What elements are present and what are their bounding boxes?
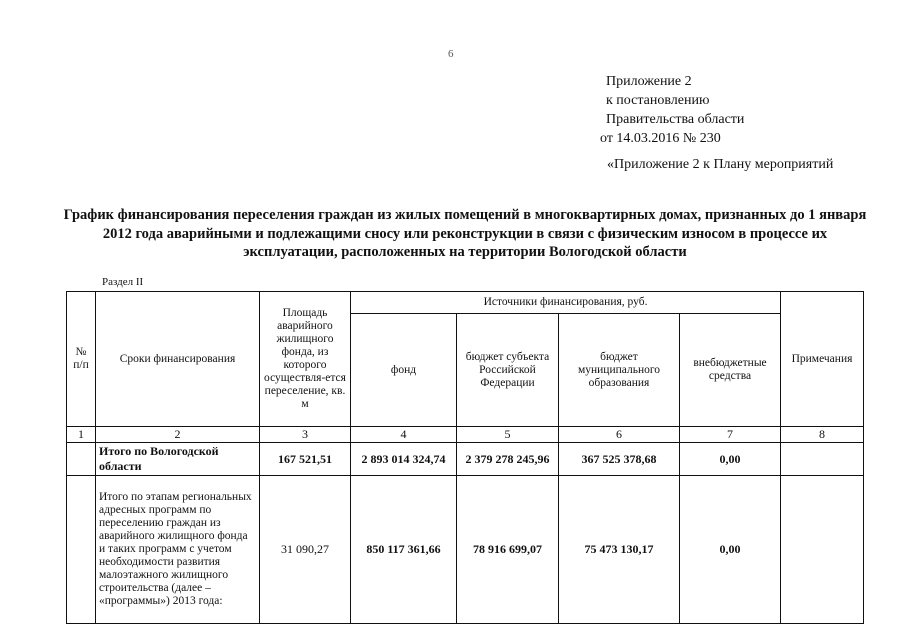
column-number: 6 <box>559 427 680 443</box>
financing-table <box>66 291 864 624</box>
header-notes: Примечания <box>781 292 864 427</box>
plan-reference: «Приложение 2 к Плану мероприятий <box>607 157 834 172</box>
column-number: 3 <box>260 427 351 443</box>
column-number: 1 <box>67 427 96 443</box>
column-number: 4 <box>351 427 457 443</box>
header-num: № п/п <box>67 292 96 427</box>
column-number: 8 <box>781 427 864 443</box>
row-num <box>67 443 96 476</box>
column-number-row <box>67 427 864 443</box>
appendix-line: Правительства области <box>606 112 745 127</box>
row-area: 167 521,51 <box>260 443 351 476</box>
row-area: 31 090,27 <box>260 476 351 624</box>
row-period: Итого по Вологодской области <box>96 443 260 476</box>
header-period: Сроки финансирования <box>96 292 260 427</box>
row-num <box>67 476 96 624</box>
row-offbudget: 0,00 <box>680 476 781 624</box>
header-fund: фонд <box>351 314 457 427</box>
row-offbudget: 0,00 <box>680 443 781 476</box>
header-offbudget: внебюджетные средства <box>680 314 781 427</box>
row-notes <box>781 443 864 476</box>
row-notes <box>781 476 864 624</box>
row-municipal: 75 473 130,17 <box>559 476 680 624</box>
section-label: Раздел II <box>102 276 144 288</box>
table-row <box>67 443 864 476</box>
row-municipal: 367 525 378,68 <box>559 443 680 476</box>
page-number: 6 <box>448 48 454 60</box>
appendix-block <box>600 72 744 148</box>
header-municipal-budget: бюджет муниципального образования <box>559 314 680 427</box>
appendix-line: от 14.03.2016 № 230 <box>600 131 721 146</box>
row-fund: 850 117 361,66 <box>351 476 457 624</box>
row-period: Итого по этапам региональных адресных программ по переселению граждан из аварийного жилищного фонда и таких программ с учетом необходимости развития малоэтажного жилищного строительства (далее – «программы») 2013 года: <box>96 476 260 624</box>
column-number: 2 <box>96 427 260 443</box>
document-title: График финансирования переселения граждан из жилых помещений в многоквартирных домах, признанных до 1 января 2012 года аварийными и подлежащими сносу или реконструкции в связи с физическим износом в процессе их эксплуатации, расположенных на территории Вологодской области <box>63 207 867 260</box>
header-regional-budget: бюджет субъекта Российской Федерации <box>457 314 559 427</box>
table-row <box>67 476 864 624</box>
header-area: Площадь аварийного жилищного фонда, из которого осуществля-ется переселение, кв. м <box>260 292 351 427</box>
row-fund: 2 893 014 324,74 <box>351 443 457 476</box>
header-sources: Источники финансирования, руб. <box>351 292 781 314</box>
row-regional: 78 916 699,07 <box>457 476 559 624</box>
row-regional: 2 379 278 245,96 <box>457 443 559 476</box>
appendix-line: к постановлению <box>606 93 710 108</box>
column-number: 5 <box>457 427 559 443</box>
column-number: 7 <box>680 427 781 443</box>
appendix-line: Приложение 2 <box>606 74 692 89</box>
